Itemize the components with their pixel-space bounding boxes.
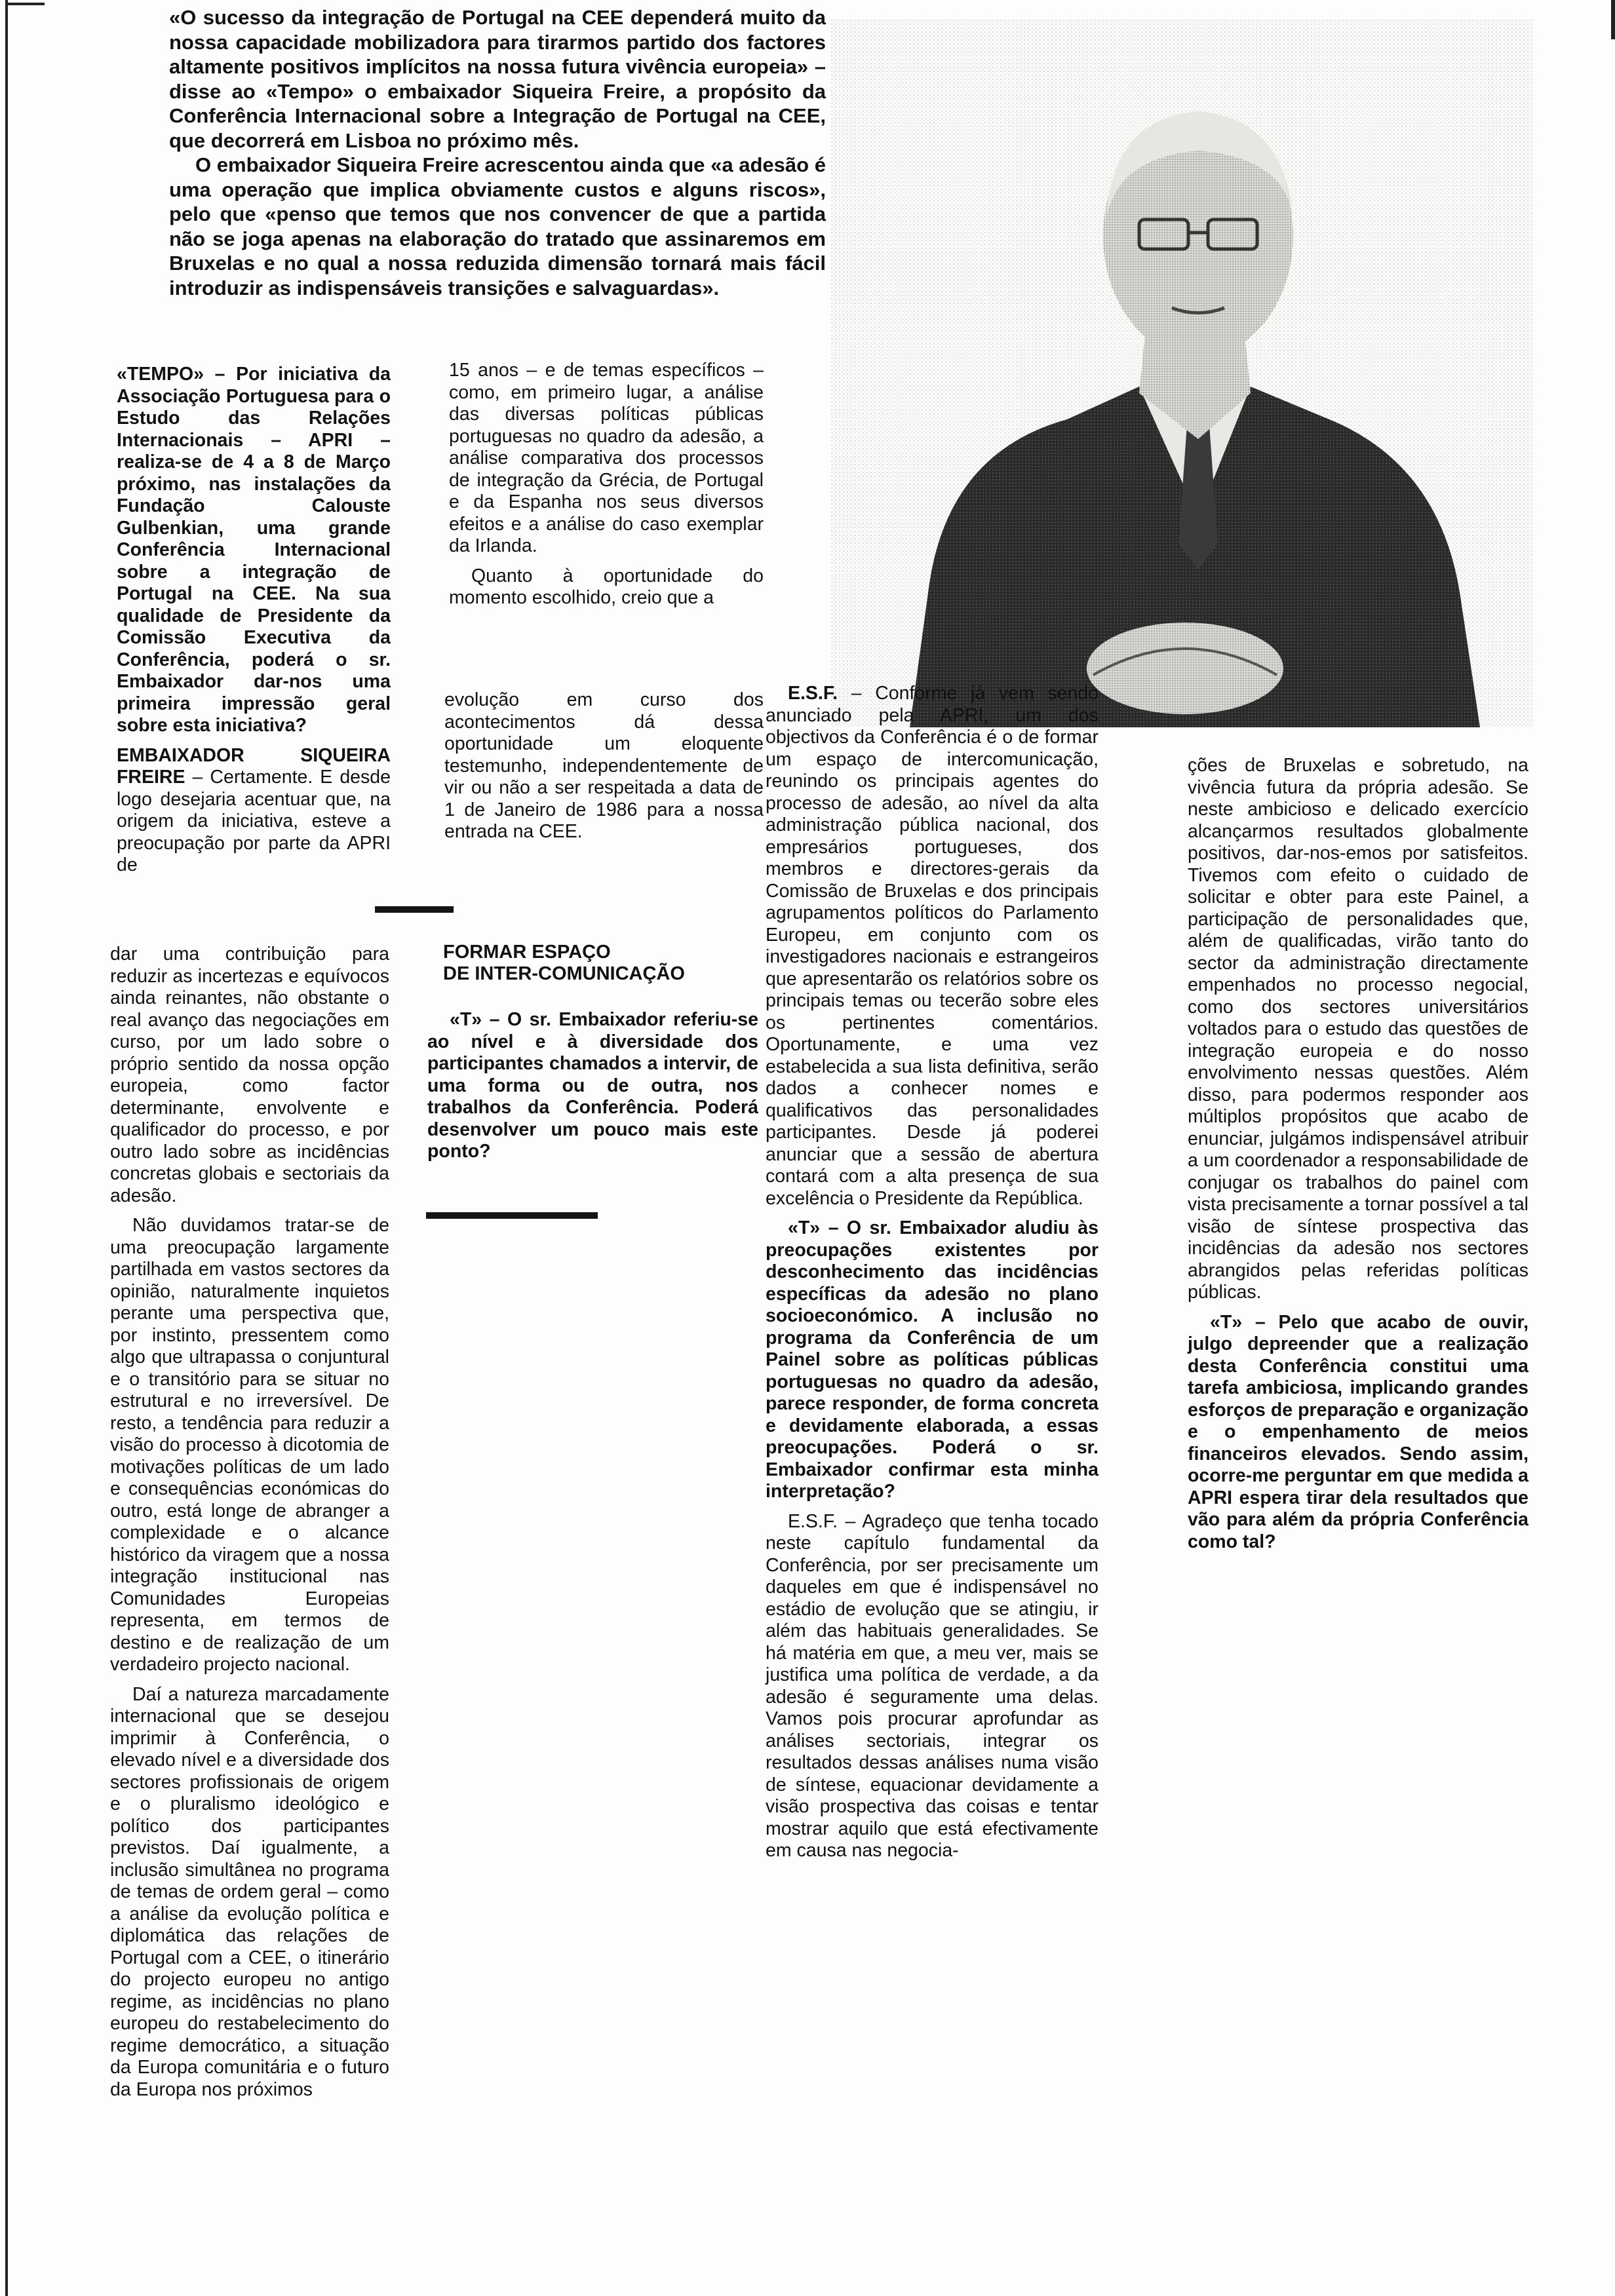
column-2-middle [444, 689, 764, 851]
rule-1 [375, 906, 454, 913]
column-2-top [449, 360, 764, 617]
column-2-bottom [427, 1009, 758, 1171]
page-top-border [5, 3, 45, 5]
lead-paragraph-1: «O sucesso da integração de Portugal na CEE dependerá muito da nossa capacidade mobilizadora para tirarmos partido dos factores altamente positivos implícitos na nossa futura vivência europeia» – disse ao «Tempo» o embaixador Siqueira Freire, a propósito da Conferência Internacional sobre a Integração de Portugal na CEE, que decorrerá em Lisboa no próximo mês. [169, 6, 826, 152]
section-heading-line-2: DE INTER-COMUNICAÇÃO [443, 963, 685, 984]
question-1: «TEMPO» – Por iniciativa da Associação Portuguesa para o Estudo das Relações Internacionais – APRI – realiza-se de 4 a 8 de Março próximo, nas instalações da Fundação Calouste Gulbenkian, uma grande Conferência Internacional sobre a integração de Portugal na CEE. Na sua qualidade de Presidente da Comissão Executiva da Conferência, poderá o sr. Embaixador dar-nos uma primeira impressão geral sobre esta iniciativa? [117, 364, 391, 736]
paragraph-c2-2: Quanto à oportunidade do momento escolhido, creio que a [449, 565, 764, 608]
answer-1-speaker: EMBAIXADOR SIQUEIRA FREIRE [117, 744, 391, 788]
column-4 [1188, 755, 1528, 1561]
answer-2-speaker: E.S.F. [788, 683, 838, 704]
page-right-border [1611, 0, 1615, 39]
portrait-photo [831, 20, 1532, 727]
question-3: «T» – O sr. Embaixador aludiu às preocupações existentes por desconhecimento das incidências específicas da adesão no plano socioeconómico. A inclusão no programa da Conferência de um Painel sobre as políticas públicas portuguesas no quadro da adesão, parece responder, de forma concreta e devidamente elaborada, a essas preocupações. Poderá o sr. Embaixador confirmar esta minha interpretação? [766, 1217, 1099, 1502]
answer-2-text: – Conforme já vem sendo anunciado pela APRI, um dos objectivos da Conferência é o de formar um espaço de intercomunicação, reunindo os principais agentes do processo de adesão, ao nível da alta administração pública nacional, dos empresários portugueses, dos membros e directores-gerais da Comissão de Bruxelas e dos principais agrupamentos políticos do Parlamento Europeu, em conjunto com os investigadores nacionais e estrangeiros que apresentarão os relatórios sobre os principais temas ou tecerão sobre eles os pertinentes comentários. Oportunamente, e uma vez estabelecida a sua lista definitiva, serão dados a conhecer nomes e qualificativos das personalidades participantes. Desde já poderei anunciar que a sessão de abertura contará com a alta presença de sua excelência o Presidente da República. [766, 683, 1099, 1209]
paragraph-c1-3: Não duvidamos tratar-se de uma preocupação largamente partilhada em vastos sectores da opinião, naturalmente inquietos perante uma perspectiva que, por instinto, pressentem como algo que ultrapassa o conjuntural e o transitório para se situar no estrutural e no irreversível. De resto, a tendência para reduzir a visão do processo à dicotomia de motivações políticas de um lado e consequências económicas do outro, está longe de abranger a complexidade e o alcance histórico da viragem que a nossa integração institucional nas Comunidades Europeias representa, em termos de destino e de realização de um verdadeiro projecto nacional. [110, 1215, 389, 1675]
ambassador-photo [831, 20, 1532, 727]
paragraph-c2-3: evolução em curso dos acontecimentos dá dessa oportunidade um eloquente testemunho, independentemente de vir ou não a ser respeitada a data de 1 de Janeiro de 1986 para a nossa entrada na CEE. [444, 689, 764, 842]
answer-2 [766, 683, 1099, 1210]
question-2: «T» – O sr. Embaixador referiu-se ao nível e à diversidade dos participantes chamados a intervir, de uma forma ou de outra, nos trabalhos da Conferência. Poderá desenvolver um pouco mais este ponto? [427, 1009, 758, 1162]
column-3 [766, 683, 1099, 1870]
question-4: «T» – Pelo que acabo de ouvir, julgo depreender que a realização desta Conferência constitui uma tarefa ambiciosa, implicando grandes esforços de preparação e organização e o empenhamento de meios financeiros elevados. Sendo assim, ocorre-me perguntar em que medida a APRI espera tirar dela resultados que vão para além da própria Conferência como tal? [1188, 1311, 1528, 1552]
answer-3 [766, 1511, 1099, 1862]
answer-3-text: – Agradeço que tenha tocado neste capítulo fundamental da Conferência, por ser precisamente um daqueles em que é indispensável no estádio de evolução que se atingiu, ir além das habituais generalidades. Se há matéria em que, a meu ver, mais se justifica uma política de verdade, a da adesão é seguramente uma delas. Vamos pois procurar aprofundar as análises sectoriais, integrar os resultados dessas análises numa visão de síntese, equacionar devidamente a visão prospectiva das coisas e tentar mostrar aquilo que está efectivamente em causa nas negocia- [766, 1510, 1099, 1861]
section-heading-line-1: FORMAR ESPAÇO [443, 942, 611, 963]
rule-2 [426, 1212, 598, 1219]
paragraph-c4-1: ções de Bruxelas e sobretudo, na vivência futura da própria adesão. Se neste ambicioso e delicado exercício alcançarmos resultados globalmente positivos, dar-nos-emos por satisfeitos. Tivemos com efeito o cuidado de solicitar e obter para este Painel, a participação de personalidades que, além de qualificadas, virão tanto do sector da administração directamente empenhados no processo negocial, como dos sectores universitários voltados para o estudo das questões de integração europeia e do nosso envolvimento nessas questões. Além disso, para podermos responder aos múltiplos propósitos que acabo de enunciar, julgámos indispensável atribuir a um coordenador a responsabilidade de conjugar os trabalhos do painel com vista precisamente a tornar possível a tal visão de síntese prospectiva das incidências da adesão nos sectores abrangidos pelas referidas políticas públicas. [1188, 755, 1528, 1303]
lead-paragraph-2: O embaixador Siqueira Freire acrescentou ainda que «a adesão é uma operação que implica obviamente custos e alguns riscos», pelo que «penso que temos que nos convencer de que a partida não se joga apenas na elaboração do tratado que assinaremos em Bruxelas e no qual a nossa reduzida dimensão tornará mais fácil introduzir as indispensáveis transições e salvaguardas». [169, 153, 826, 299]
paragraph-c1-4: Daí a natureza marcadamente internacional que se desejou imprimir à Conferência, o elevado nível e a diversidade dos sectores profissionais de origem e o pluralismo ideológico e político dos participantes previstos. Daí igualmente, a inclusão simultânea no programa de temas de ordem geral – como a análise da evolução política e diplomática das relações de Portugal com a CEE, o itinerário do projecto europeu no antigo regime, as incidências no plano europeu do restabelecimento do regime democrático, a situação da Europa comunitária e o futuro da Europa nos próximos [110, 1683, 389, 2100]
answer-1-text: – Certamente. E desde logo desejaria acentuar que, na origem da iniciativa, esteve a preocupação por parte da APRI de [117, 767, 391, 875]
column-1-bottom [110, 944, 389, 2109]
answer-3-speaker: E.S.F. [788, 1510, 838, 1532]
column-1-top [117, 364, 391, 885]
answer-1 [117, 745, 391, 877]
page-left-border [5, 0, 8, 2296]
section-heading [443, 942, 751, 985]
paragraph-c2-1: 15 anos – e de temas específicos – como, em primeiro lugar, a análise das diversas políticas públicas portuguesas no quadro da adesão, a análise comparativa dos processos de integração da Grécia, de Portugal e da Espanha nos seus diversos efeitos e a análise do caso exemplar da Irlanda. [449, 360, 764, 556]
lead-paragraphs [169, 5, 826, 300]
paragraph-c1-2: dar uma contribuição para reduzir as incertezas e equívocos ainda reinantes, não obstante o real avanço das negociações em curso, por um lado sobre o próprio sentido da nossa opção europeia, como factor determinante, envolvente e qualificador do processo, e por outro lado sobre as incidências concretas globais e sectoriais da adesão. [110, 944, 389, 1206]
